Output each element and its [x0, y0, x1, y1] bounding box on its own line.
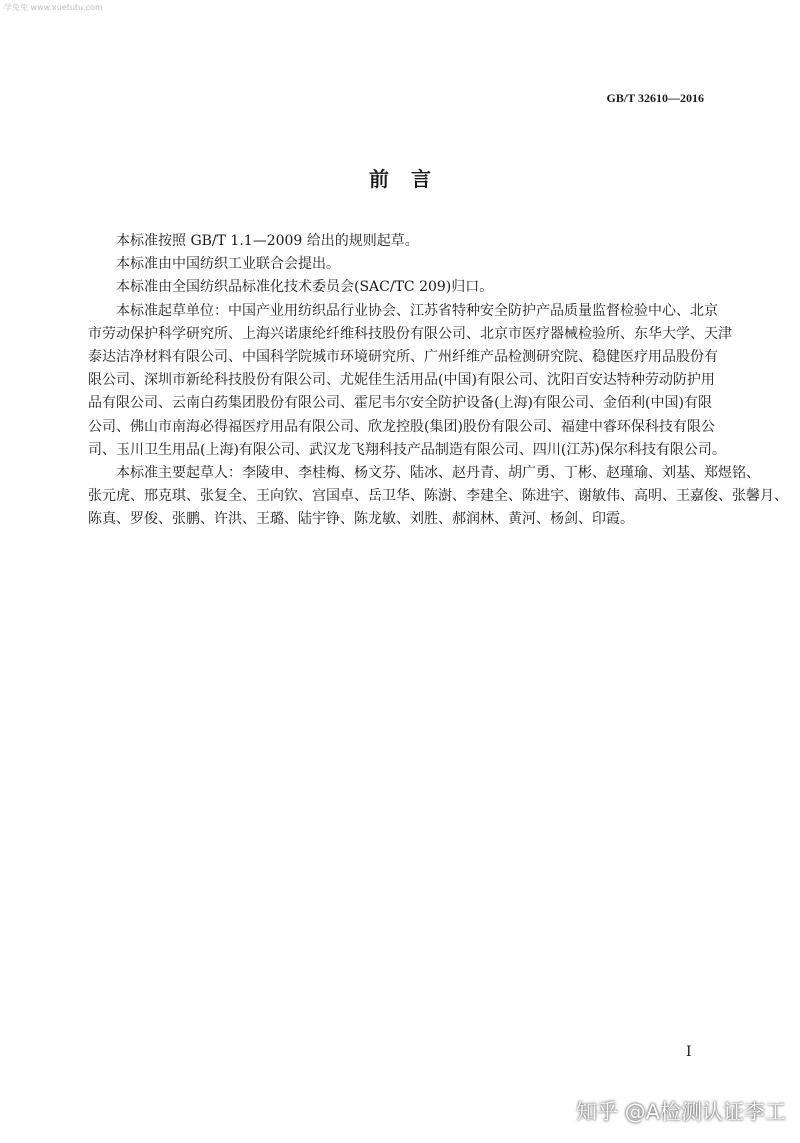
- text-line: 陈真、罗俊、张鹏、许洪、王璐、陆宇铮、陈龙敏、刘胜、郝润林、黄河、杨剑、印霞。: [88, 511, 634, 528]
- text-line: 市劳动保护科学研究所、上海兴诺康纶纤维科技股份有限公司、北京市医疗器械检验所、东华大学、天津: [88, 325, 732, 342]
- text-line: 品有限公司、云南白药集团股份有限公司、霍尼韦尔安全防护设备(上海)有限公司、金佰利(中国)有限: [88, 395, 712, 412]
- paragraph: [88, 462, 788, 532]
- text-line: 本标准按照 GB/T 1.1—2009 给出的规则起草。: [116, 233, 419, 249]
- text-line: 限公司、深圳市新纶科技股份有限公司、尤妮佳生活用品(中国)有限公司、沈阳百安达特种劳动防护用: [88, 372, 715, 389]
- text-line: 司、玉川卫生用品(上海)有限公司、武汉龙飞翔科技产品制造有限公司、四川(江苏)保尔科技有限公司。: [88, 441, 726, 458]
- site-watermark: 学兔兔 www.xuetutu.com: [4, 3, 103, 12]
- text-line: 本标准主要起草人：李陵申、李桂梅、杨文芬、陆冰、赵丹青、胡广勇、丁彬、赵瑾瑜、刘基、郑煜铭、: [116, 465, 760, 482]
- text-line: 公司、佛山市南海必得福医疗用品有限公司、欣龙控股(集团)股份有限公司、福建中睿环保科技有限公: [88, 418, 715, 435]
- paragraph: [88, 230, 712, 253]
- document-body: [88, 230, 788, 532]
- text-line: 本标准由全国纺织品标准化技术委员会(SAC/TC 209)归口。: [116, 279, 494, 296]
- zhihu-watermark: 知乎 @A检测认证李工: [575, 1100, 786, 1124]
- text-line: 本标准由中国纺织工业联合会提出。: [116, 256, 340, 273]
- standard-number: GB/T 32610—2016: [606, 91, 704, 105]
- page-number: I: [686, 1044, 692, 1060]
- paragraph: [88, 300, 732, 462]
- paragraph: [88, 276, 712, 299]
- text-line: 张元虎、邢克琪、张复全、王向钦、宫国卓、岳卫华、陈澍、李建全、陈进宇、谢敏伟、高明、王嘉俊、张馨月、: [88, 488, 788, 505]
- paragraph: [88, 253, 712, 276]
- page-title: 前言: [369, 167, 453, 191]
- text-line: 泰达洁净材料有限公司、中国科学院城市环境研究所、广州纤维产品检测研究院、稳健医疗用品股份有: [88, 349, 718, 366]
- text-line: 本标准起草单位：中国产业用纺织品行业协会、江苏省特种安全防护产品质量监督检验中心、北京: [116, 302, 718, 319]
